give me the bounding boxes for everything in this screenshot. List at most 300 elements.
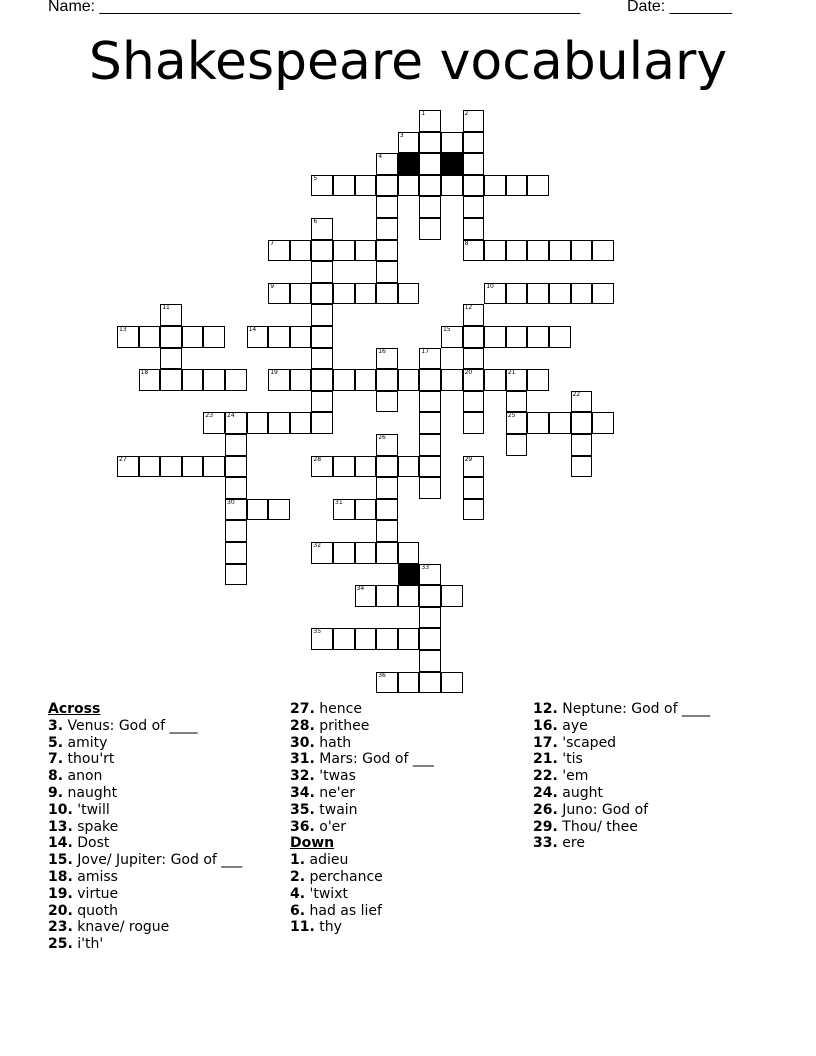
grid-cell[interactable] xyxy=(463,499,485,521)
clue-number: 26 xyxy=(378,434,386,441)
grid-cell[interactable] xyxy=(376,391,398,413)
clue-number: 10 xyxy=(486,282,494,290)
grid-cell[interactable] xyxy=(225,369,247,391)
clue-item xyxy=(290,751,434,768)
clue-item-text: i'th' xyxy=(72,936,104,953)
grid-cell[interactable] xyxy=(160,456,182,478)
clue-item-number: 11. xyxy=(290,919,315,936)
grid-cell[interactable] xyxy=(419,434,441,456)
grid-cell[interactable] xyxy=(311,326,333,348)
grid-cell[interactable] xyxy=(527,175,549,197)
grid-cell[interactable] xyxy=(268,240,290,262)
clue-item-number: 4. xyxy=(290,885,306,902)
grid-cell[interactable] xyxy=(311,369,333,391)
clue-item-text: Dost xyxy=(72,835,110,852)
grid-cell[interactable] xyxy=(484,369,506,391)
clue-item-number: 9. xyxy=(48,784,64,801)
grid-cell[interactable] xyxy=(441,132,463,154)
grid-cell[interactable] xyxy=(419,628,441,650)
grid-cell[interactable] xyxy=(571,434,593,456)
grid-cell[interactable] xyxy=(225,542,247,564)
clue-item-text: Neptune: God of ____ xyxy=(557,701,710,717)
grid-cell[interactable] xyxy=(311,304,333,326)
grid-cell[interactable] xyxy=(419,607,441,629)
grid-cell[interactable] xyxy=(419,132,441,154)
grid-cell[interactable] xyxy=(268,412,290,434)
clue-item xyxy=(48,802,242,819)
grid-cell[interactable] xyxy=(419,456,441,478)
grid-cell[interactable] xyxy=(268,283,290,305)
grid-cell[interactable] xyxy=(311,628,333,650)
clue-item xyxy=(48,936,242,953)
grid-cell[interactable] xyxy=(463,348,485,370)
clue-number: 33 xyxy=(421,563,430,571)
clue-number: 20 xyxy=(464,369,473,377)
clue-item-number: 23. xyxy=(48,919,73,936)
grid-cell[interactable] xyxy=(463,369,485,391)
clue-column-1 xyxy=(48,701,242,953)
grid-cell[interactable] xyxy=(441,326,463,348)
clue-number: 1 xyxy=(421,110,426,117)
grid-cell[interactable] xyxy=(311,261,333,283)
clue-item-number: 29. xyxy=(533,818,558,835)
clue-item-number: 16. xyxy=(533,717,558,734)
grid-cell[interactable] xyxy=(160,348,182,370)
clue-item-number: 20. xyxy=(48,902,73,919)
grid-cell[interactable] xyxy=(376,240,398,262)
clue-number: 16 xyxy=(378,347,386,355)
grid-cell[interactable] xyxy=(333,369,355,391)
clue-number: 6 xyxy=(313,218,318,225)
grid-cell[interactable] xyxy=(484,240,506,262)
clue-number: 28 xyxy=(313,455,322,463)
grid-cell[interactable] xyxy=(463,175,485,197)
clue-item-text: Mars: God of ___ xyxy=(314,751,434,768)
grid-cell[interactable] xyxy=(225,477,247,499)
clue-item-number: 10. xyxy=(48,801,73,818)
grid-cell[interactable] xyxy=(419,110,441,132)
clue-number: 22 xyxy=(572,390,581,398)
clue-item xyxy=(290,701,434,718)
clue-item-text: 'em xyxy=(557,768,589,785)
grid-cell[interactable] xyxy=(247,326,269,348)
grid-cell[interactable] xyxy=(463,456,485,478)
grid-cell[interactable] xyxy=(419,564,441,586)
grid-cell[interactable] xyxy=(333,175,355,197)
grid-cell[interactable] xyxy=(355,175,377,197)
grid-cell[interactable] xyxy=(117,456,139,478)
grid-cell[interactable] xyxy=(268,369,290,391)
grid-cell[interactable] xyxy=(419,153,441,175)
grid-cell[interactable] xyxy=(117,326,139,348)
grid-cell[interactable] xyxy=(571,456,593,478)
clue-item-number: 36. xyxy=(290,818,315,835)
grid-cell[interactable] xyxy=(376,218,398,240)
clue-item-number: 13. xyxy=(48,818,73,835)
grid-cell[interactable] xyxy=(311,240,333,262)
clue-number: 17 xyxy=(421,347,430,355)
grid-cell[interactable] xyxy=(268,326,290,348)
grid-cell[interactable] xyxy=(398,132,420,154)
grid-block xyxy=(398,564,420,586)
grid-cell[interactable] xyxy=(355,628,377,650)
clue-item-text: quoth xyxy=(72,902,118,919)
grid-cell[interactable] xyxy=(376,477,398,499)
clue-item xyxy=(290,718,434,735)
grid-cell[interactable] xyxy=(376,153,398,175)
grid-cell[interactable] xyxy=(463,196,485,218)
clue-item xyxy=(533,768,710,785)
grid-cell[interactable] xyxy=(419,196,441,218)
grid-cell[interactable] xyxy=(571,240,593,262)
clue-item-text: adieu xyxy=(305,852,349,869)
grid-cell[interactable] xyxy=(311,348,333,370)
grid-cell[interactable] xyxy=(419,391,441,413)
grid-cell[interactable] xyxy=(484,283,506,305)
grid-cell[interactable] xyxy=(398,585,420,607)
grid-cell[interactable] xyxy=(290,240,312,262)
clue-number: 2 xyxy=(464,110,469,117)
clue-item xyxy=(290,802,434,819)
grid-cell[interactable] xyxy=(333,499,355,521)
clue-item-number: 22. xyxy=(533,768,558,785)
clue-item-number: 21. xyxy=(533,751,558,768)
grid-cell[interactable] xyxy=(527,369,549,391)
grid-cell[interactable] xyxy=(419,477,441,499)
clue-number: 4 xyxy=(378,153,383,161)
clue-item-text: 'twas xyxy=(314,768,356,785)
grid-cell[interactable] xyxy=(419,650,441,672)
clue-item-text: o'er xyxy=(314,818,347,835)
clue-column-2 xyxy=(290,701,434,936)
clue-item xyxy=(48,869,242,886)
grid-cell[interactable] xyxy=(247,499,269,521)
clue-item xyxy=(48,903,242,920)
grid-cell[interactable] xyxy=(398,672,420,694)
grid-cell[interactable] xyxy=(290,283,312,305)
grid-cell[interactable] xyxy=(311,542,333,564)
clue-item xyxy=(290,819,434,836)
grid-cell[interactable] xyxy=(376,520,398,542)
grid-cell[interactable] xyxy=(203,369,225,391)
grid-cell[interactable] xyxy=(333,283,355,305)
clue-item xyxy=(290,869,434,886)
grid-cell[interactable] xyxy=(506,434,528,456)
clue-item xyxy=(290,886,434,903)
clue-item-number: 6. xyxy=(290,902,306,919)
grid-cell[interactable] xyxy=(463,240,485,262)
grid-cell[interactable] xyxy=(182,326,204,348)
grid-cell[interactable] xyxy=(290,412,312,434)
page-title: Shakespeare vocabulary xyxy=(88,32,728,92)
grid-cell[interactable] xyxy=(355,283,377,305)
grid-cell[interactable] xyxy=(160,304,182,326)
grid-cell[interactable] xyxy=(355,240,377,262)
grid-cell[interactable] xyxy=(571,412,593,434)
clue-number: 18 xyxy=(140,369,149,377)
clue-item-text: hence xyxy=(314,701,362,717)
grid-cell[interactable] xyxy=(419,369,441,391)
grid-cell[interactable] xyxy=(139,456,161,478)
clue-item xyxy=(48,768,242,785)
grid-cell[interactable] xyxy=(333,628,355,650)
grid-cell[interactable] xyxy=(441,672,463,694)
grid-cell[interactable] xyxy=(225,456,247,478)
clue-item-text: prithee xyxy=(314,717,370,734)
clue-item xyxy=(533,802,710,819)
clue-number: 9 xyxy=(270,282,275,290)
clue-item-text: naught xyxy=(63,784,118,801)
grid-cell[interactable] xyxy=(311,218,333,240)
grid-cell[interactable] xyxy=(355,499,377,521)
clue-number: 31 xyxy=(335,498,343,506)
clue-item xyxy=(290,903,434,920)
clue-number: 36 xyxy=(378,671,386,679)
grid-cell[interactable] xyxy=(592,240,614,262)
grid-cell[interactable] xyxy=(376,261,398,283)
grid-cell[interactable] xyxy=(139,326,161,348)
grid-cell[interactable] xyxy=(376,628,398,650)
grid-cell[interactable] xyxy=(160,326,182,348)
clue-item xyxy=(290,852,434,869)
grid-cell[interactable] xyxy=(441,585,463,607)
grid-cell[interactable] xyxy=(549,240,571,262)
grid-cell[interactable] xyxy=(311,412,333,434)
clue-item-number: 26. xyxy=(533,801,558,818)
grid-cell[interactable] xyxy=(549,283,571,305)
clue-item-text: virtue xyxy=(72,885,119,902)
grid-cell[interactable] xyxy=(225,520,247,542)
clue-item-number: 27. xyxy=(290,701,315,717)
clue-item xyxy=(533,701,710,718)
clue-item-number: 33. xyxy=(533,835,558,852)
grid-cell[interactable] xyxy=(463,326,485,348)
grid-block xyxy=(398,153,420,175)
clue-item xyxy=(48,718,242,735)
clue-item-text: Venus: God of ____ xyxy=(63,717,198,734)
clue-number: 7 xyxy=(270,239,275,247)
grid-cell[interactable] xyxy=(355,369,377,391)
clue-item-text: knave/ rogue xyxy=(72,919,170,936)
grid-cell[interactable] xyxy=(419,175,441,197)
grid-cell[interactable] xyxy=(571,391,593,413)
clue-item xyxy=(48,919,242,936)
clue-item-text: 'tis xyxy=(557,751,583,768)
grid-cell[interactable] xyxy=(549,412,571,434)
grid-cell[interactable] xyxy=(506,412,528,434)
clue-item xyxy=(533,718,710,735)
grid-cell[interactable] xyxy=(290,369,312,391)
grid-cell[interactable] xyxy=(506,175,528,197)
grid-cell[interactable] xyxy=(419,672,441,694)
grid-cell[interactable] xyxy=(355,585,377,607)
clue-item-text: ne'er xyxy=(314,784,355,801)
grid-block xyxy=(441,153,463,175)
grid-cell[interactable] xyxy=(398,542,420,564)
grid-cell[interactable] xyxy=(398,175,420,197)
grid-cell[interactable] xyxy=(225,412,247,434)
clue-number: 11 xyxy=(162,304,170,312)
grid-cell[interactable] xyxy=(419,585,441,607)
clue-item-text: aye xyxy=(557,717,588,734)
grid-cell[interactable] xyxy=(333,240,355,262)
grid-cell[interactable] xyxy=(355,542,377,564)
grid-cell[interactable] xyxy=(506,283,528,305)
grid-cell[interactable] xyxy=(268,499,290,521)
grid-cell[interactable] xyxy=(333,542,355,564)
grid-cell[interactable] xyxy=(376,348,398,370)
clue-number: 35 xyxy=(313,628,322,636)
grid-cell[interactable] xyxy=(592,412,614,434)
grid-cell[interactable] xyxy=(376,196,398,218)
clue-item-number: 31. xyxy=(290,751,315,768)
grid-cell[interactable] xyxy=(225,434,247,456)
clue-item-text: amiss xyxy=(72,868,118,885)
grid-cell[interactable] xyxy=(549,326,571,348)
clue-item-text: spake xyxy=(72,818,119,835)
clue-item-number: 30. xyxy=(290,734,315,751)
clue-number: 21 xyxy=(507,369,516,377)
grid-cell[interactable] xyxy=(376,456,398,478)
clue-number: 34 xyxy=(356,585,365,593)
clue-item-text: 'twixt xyxy=(305,885,348,902)
grid-cell[interactable] xyxy=(463,391,485,413)
grid-cell[interactable] xyxy=(463,304,485,326)
clue-item-text: hath xyxy=(314,734,352,751)
grid-cell[interactable] xyxy=(419,348,441,370)
clue-item-number: 32. xyxy=(290,768,315,785)
grid-cell[interactable] xyxy=(463,153,485,175)
grid-cell[interactable] xyxy=(484,175,506,197)
clue-item xyxy=(533,785,710,802)
grid-cell[interactable] xyxy=(527,240,549,262)
clue-number: 25 xyxy=(507,412,516,420)
down-clue-list xyxy=(290,852,434,936)
clue-item-number: 19. xyxy=(48,885,73,902)
grid-cell[interactable] xyxy=(398,283,420,305)
grid-cell[interactable] xyxy=(311,175,333,197)
clue-item xyxy=(290,735,434,752)
clue-number: 15 xyxy=(443,326,451,333)
grid-cell[interactable] xyxy=(290,326,312,348)
clue-number: 13 xyxy=(119,326,127,333)
grid-cell[interactable] xyxy=(203,326,225,348)
clue-item xyxy=(48,735,242,752)
clue-item-text: amity xyxy=(63,734,108,751)
grid-cell[interactable] xyxy=(225,499,247,521)
grid-cell[interactable] xyxy=(506,326,528,348)
grid-cell[interactable] xyxy=(376,672,398,694)
clue-item xyxy=(290,768,434,785)
grid-cell[interactable] xyxy=(506,391,528,413)
clue-item-text: anon xyxy=(63,768,103,785)
grid-cell[interactable] xyxy=(311,283,333,305)
grid-cell[interactable] xyxy=(527,283,549,305)
clue-item-number: 18. xyxy=(48,868,73,885)
grid-cell[interactable] xyxy=(463,110,485,132)
grid-cell[interactable] xyxy=(484,326,506,348)
clue-item-number: 34. xyxy=(290,784,315,801)
grid-cell[interactable] xyxy=(441,369,463,391)
clue-number: 14 xyxy=(248,326,257,333)
grid-cell[interactable] xyxy=(463,132,485,154)
grid-cell[interactable] xyxy=(376,369,398,391)
grid-cell[interactable] xyxy=(139,369,161,391)
clue-item-text: 'twill xyxy=(72,801,110,818)
grid-cell[interactable] xyxy=(311,456,333,478)
grid-cell[interactable] xyxy=(376,283,398,305)
grid-cell[interactable] xyxy=(225,564,247,586)
grid-cell[interactable] xyxy=(398,628,420,650)
grid-cell[interactable] xyxy=(592,283,614,305)
grid-cell[interactable] xyxy=(203,412,225,434)
grid-cell[interactable] xyxy=(160,369,182,391)
clue-number: 5 xyxy=(313,174,318,182)
grid-cell[interactable] xyxy=(441,175,463,197)
grid-cell[interactable] xyxy=(419,218,441,240)
clue-item-number: 3. xyxy=(48,717,64,734)
grid-cell[interactable] xyxy=(527,412,549,434)
grid-cell[interactable] xyxy=(463,412,485,434)
clue-item xyxy=(533,735,710,752)
grid-cell[interactable] xyxy=(182,369,204,391)
grid-cell[interactable] xyxy=(355,456,377,478)
grid-cell[interactable] xyxy=(376,585,398,607)
grid-cell[interactable] xyxy=(203,456,225,478)
clue-item-number: 5. xyxy=(48,734,64,751)
clue-item-text: had as lief xyxy=(305,902,382,919)
clue-item-text: perchance xyxy=(305,868,383,885)
clue-item-text: Thou/ thee xyxy=(557,818,638,835)
clue-item-number: 7. xyxy=(48,751,64,768)
grid-cell[interactable] xyxy=(376,542,398,564)
grid-cell[interactable] xyxy=(182,456,204,478)
grid-cell[interactable] xyxy=(376,499,398,521)
clue-number: 19 xyxy=(270,369,278,377)
clue-item xyxy=(48,751,242,768)
clue-item-text: Jove/ Jupiter: God of ___ xyxy=(72,852,243,869)
grid-cell[interactable] xyxy=(527,326,549,348)
clue-item-text: Juno: God of xyxy=(557,801,649,818)
clue-item-number: 35. xyxy=(290,801,315,818)
grid-cell[interactable] xyxy=(571,283,593,305)
date-field-label: Date: _______ xyxy=(627,0,732,15)
clue-item-number: 15. xyxy=(48,852,73,869)
grid-cell[interactable] xyxy=(463,477,485,499)
grid-cell[interactable] xyxy=(311,391,333,413)
across-clue-list-continued xyxy=(290,701,434,835)
clue-number: 3 xyxy=(399,131,404,139)
grid-cell[interactable] xyxy=(333,456,355,478)
across-clue-list xyxy=(48,718,242,953)
clue-item-number: 25. xyxy=(48,936,73,953)
grid-cell[interactable] xyxy=(398,456,420,478)
grid-cell[interactable] xyxy=(506,369,528,391)
grid-cell[interactable] xyxy=(398,369,420,391)
clue-item-number: 28. xyxy=(290,717,315,734)
grid-cell[interactable] xyxy=(419,412,441,434)
clue-item-text: thy xyxy=(314,919,342,936)
clue-number: 24 xyxy=(227,412,235,420)
grid-cell[interactable] xyxy=(506,240,528,262)
grid-cell[interactable] xyxy=(463,218,485,240)
grid-cell[interactable] xyxy=(376,175,398,197)
clue-item xyxy=(48,819,242,836)
clue-number: 30 xyxy=(227,498,235,506)
grid-cell[interactable] xyxy=(247,412,269,434)
grid-cell[interactable] xyxy=(376,434,398,456)
clue-item-text: thou'rt xyxy=(63,751,115,768)
